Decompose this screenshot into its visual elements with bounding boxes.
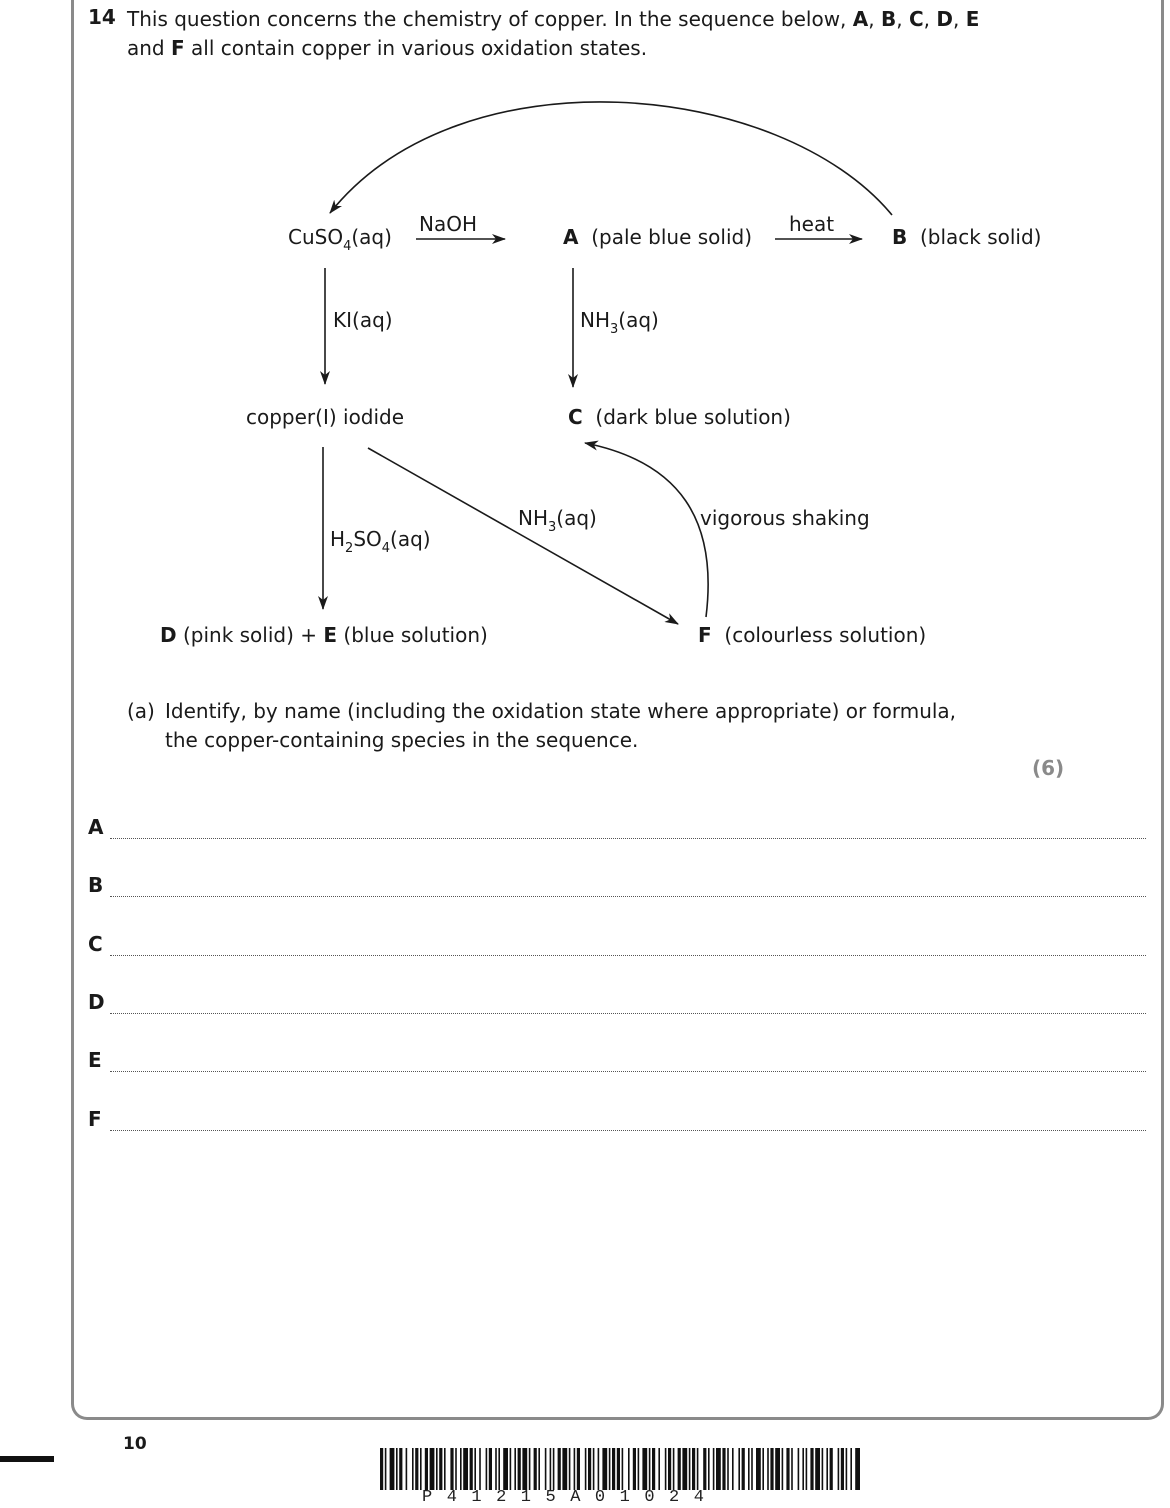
species-b-label: B (black solid) <box>892 225 1042 249</box>
arrow-b-to-cuso4 <box>330 102 892 215</box>
marks-indicator: (6) <box>1032 756 1065 780</box>
reagent-h2so4: $H_2SO_4(aq)$ <box>330 527 431 556</box>
cuso4-label: CuSO$_4$(aq) <box>288 225 392 254</box>
reagent-naoh: NaOH <box>419 212 477 236</box>
reagent-nh3-to-f: $NH_3(aq)$ <box>518 506 597 535</box>
species-a-label: A (pale blue solid) <box>563 225 753 249</box>
part-a-label: (a) <box>127 699 155 723</box>
reaction-scheme-diagram <box>0 0 1170 700</box>
reagent-vigorous-shaking: vigorous shaking <box>700 506 870 530</box>
question-number: 14 <box>88 5 116 29</box>
barcode-text: P41215A01024 <box>422 1488 719 1507</box>
arrow-f-to-c <box>585 443 708 617</box>
answer-line-b[interactable]: B <box>88 873 1146 897</box>
barcode-image <box>380 1448 860 1490</box>
answer-line-a[interactable]: A <box>88 815 1146 839</box>
page-number: 10 <box>123 1434 147 1454</box>
species-f-label: F (colourless solution) <box>698 623 927 647</box>
reagent-ki: KI(aq) <box>333 308 393 332</box>
answer-line-c[interactable]: C <box>88 932 1146 956</box>
margin-mark <box>0 1456 54 1462</box>
question-intro: This question concerns the chemistry of copper. In the sequence below, A, B, C, D, E and F all contain copper in various oxidation states. <box>127 7 980 60</box>
reagent-nh3-to-c: $NH_3(aq)$ <box>580 308 659 337</box>
answer-line-d[interactable]: D <box>88 990 1146 1014</box>
species-d-e-label: D (pink solid) + E (blue solution) <box>160 623 488 647</box>
species-c-label: C (dark blue solution) <box>568 405 791 429</box>
copper-iodide-label: copper(I) iodide <box>246 405 405 429</box>
reagent-heat: heat <box>789 212 835 236</box>
answer-line-f[interactable]: F <box>88 1107 1146 1131</box>
answer-line-e[interactable]: E <box>88 1048 1146 1072</box>
part-a-instruction: Identify, by name (including the oxidation state where appropriate) or formula, the copper-containing species in the sequence. <box>165 699 957 752</box>
